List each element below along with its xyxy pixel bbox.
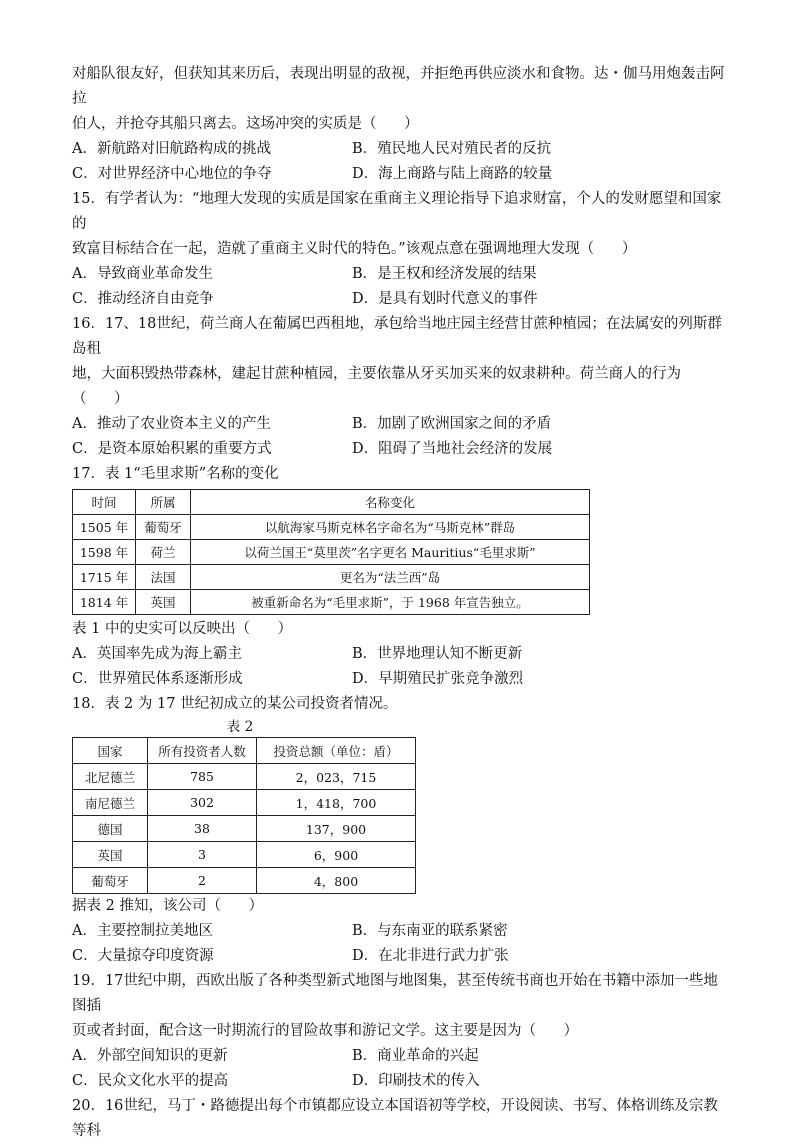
option-d: D．是具有划时代意义的事件 bbox=[352, 291, 538, 307]
q17-question: 表 1 中的史实可以反映出（ ） bbox=[72, 621, 293, 637]
table-row bbox=[73, 764, 416, 790]
option-c: C．大量掠夺印度资源 bbox=[72, 948, 214, 964]
q14-options-row1 bbox=[72, 137, 726, 162]
option-b: B．商业革命的兴起 bbox=[352, 1048, 479, 1064]
option-b: B．殖民地人民对殖民者的反抗 bbox=[352, 141, 552, 157]
q18-options-row1 bbox=[72, 919, 726, 944]
q14-stem-line1: 对船队很友好，但获知其来历后，表现出明显的敌视，并拒绝再供应淡水和食物。达・伽马用炮轰击阿拉 bbox=[72, 66, 725, 107]
q19-stem-line1: 19．17世纪中期，西欧出版了各种类型新式地图与地图集，甚至传统书商也开始在书籍中添加一些地图插 bbox=[72, 973, 718, 1014]
cell: 3 bbox=[148, 842, 257, 868]
cell: 荷兰 bbox=[136, 540, 191, 565]
option-a: A．导致商业革命发生 bbox=[72, 266, 213, 282]
table-header-row bbox=[73, 738, 416, 764]
table-row bbox=[73, 565, 590, 590]
q16-options-row2 bbox=[72, 437, 726, 462]
document-page bbox=[72, 62, 726, 1144]
cell: 德国 bbox=[73, 816, 148, 842]
q19-options-row2 bbox=[72, 1069, 726, 1094]
q16-options-row1 bbox=[72, 412, 726, 437]
cell: 以荷兰国王“莫里茨”名字更名 Mauritius“毛里求斯” bbox=[191, 540, 590, 565]
cell: 1505 年 bbox=[73, 515, 136, 540]
q18-question: 据表 2 推知，该公司（ ） bbox=[72, 898, 264, 914]
q15-stem-line1: 15．有学者认为：“地理大发现的实质是国家在重商主义理论指导下追求财富，个人的发财愿望和国家的 bbox=[72, 191, 722, 232]
cell: 葡萄牙 bbox=[73, 868, 148, 894]
option-a: A．推动了农业资本主义的产生 bbox=[72, 416, 271, 432]
table-2 bbox=[72, 737, 416, 894]
cell: 法国 bbox=[136, 565, 191, 590]
cell: 葡萄牙 bbox=[136, 515, 191, 540]
q16-stem-line2: 地，大面积毁热带森林，建起甘蔗种植园，主要依靠从牙买加买来的奴隶耕种。荷兰商人的行为 bbox=[72, 366, 681, 382]
q17-options-row1 bbox=[72, 642, 726, 667]
cell: 1，418，700 bbox=[257, 790, 416, 816]
q17-options-row2 bbox=[72, 667, 726, 692]
table-row bbox=[73, 540, 590, 565]
q15-options-row1 bbox=[72, 262, 726, 287]
table-row bbox=[73, 816, 416, 842]
header-name-change: 名称变化 bbox=[191, 490, 590, 515]
cell: 4，800 bbox=[257, 868, 416, 894]
table-1 bbox=[72, 489, 590, 615]
header-country: 国家 bbox=[73, 738, 148, 764]
cell: 1598 年 bbox=[73, 540, 136, 565]
option-d: D．海上商路与陆上商路的较量 bbox=[352, 166, 553, 182]
cell: 1715 年 bbox=[73, 565, 136, 590]
cell: 2 bbox=[148, 868, 257, 894]
q20-stem-line1: 20．16世纪，马丁・路德提出每个市镇都应设立本国语初等学校，开设阅读、书写、体格训练及宗教等科 bbox=[72, 1098, 718, 1139]
option-a: A．主要控制拉美地区 bbox=[72, 923, 213, 939]
table-row bbox=[73, 790, 416, 816]
option-c: C．推动经济自由竞争 bbox=[72, 291, 214, 307]
cell: 南尼德兰 bbox=[73, 790, 148, 816]
q15-options-row2 bbox=[72, 287, 726, 312]
option-c: C．是资本原始积累的重要方式 bbox=[72, 441, 272, 457]
table-header-row bbox=[73, 490, 590, 515]
table-row bbox=[73, 842, 416, 868]
option-a: A．新航路对旧航路构成的挑战 bbox=[72, 141, 271, 157]
q14-options-row2 bbox=[72, 162, 726, 187]
option-d: D．在北非进行武力扩张 bbox=[352, 948, 509, 964]
cell: 2，023，715 bbox=[257, 764, 416, 790]
cell: 北尼德兰 bbox=[73, 764, 148, 790]
q18-options-row2 bbox=[72, 944, 726, 969]
q15-stem-line2: 致富目标结合在一起，造就了重商主义时代的特色。”该观点意在强调地理大发现（ ） bbox=[72, 241, 637, 257]
option-a: A．英国率先成为海上霸主 bbox=[72, 646, 242, 662]
q19-options-row1 bbox=[72, 1044, 726, 1069]
q19-stem-line2: 页或者封面，配合这一时期流行的冒险故事和游记文学。这主要是因为（ ） bbox=[72, 1023, 579, 1039]
option-b: B．与东南亚的联系紧密 bbox=[352, 923, 508, 939]
q14-stem-line2: 伯人，并抢夺其船只离去。这场冲突的实质是（ ） bbox=[72, 116, 419, 132]
cell: 被重新命名为“毛里求斯”，于 1968 年宣告独立。 bbox=[191, 590, 590, 615]
header-investor-count: 所有投资者人数 bbox=[148, 738, 257, 764]
cell: 英国 bbox=[73, 842, 148, 868]
option-c: C．民众文化水平的提高 bbox=[72, 1073, 229, 1089]
cell: 英国 bbox=[136, 590, 191, 615]
cell: 6，900 bbox=[257, 842, 416, 868]
option-c: C．世界殖民体系逐渐形成 bbox=[72, 671, 243, 687]
option-d: D．印刷技术的传入 bbox=[352, 1073, 480, 1089]
table-row bbox=[73, 868, 416, 894]
q16-stem-line3: （ ） bbox=[72, 391, 129, 407]
option-b: B．加剧了欧洲国家之间的矛盾 bbox=[352, 416, 552, 432]
header-investment-total: 投资总额（单位：盾） bbox=[257, 738, 416, 764]
cell: 302 bbox=[148, 790, 257, 816]
option-c: C．对世界经济中心地位的争夺 bbox=[72, 166, 272, 182]
cell: 38 bbox=[148, 816, 257, 842]
option-d: D．早期殖民扩张竞争激烈 bbox=[352, 671, 524, 687]
table-row bbox=[73, 590, 590, 615]
cell: 以航海家马斯克林名字命名为“马斯克林”群岛 bbox=[191, 515, 590, 540]
option-b: B．世界地理认知不断更新 bbox=[352, 646, 523, 662]
cell: 785 bbox=[148, 764, 257, 790]
cell: 更名为“法兰西”岛 bbox=[191, 565, 590, 590]
cell: 137，900 bbox=[257, 816, 416, 842]
header-owner: 所属 bbox=[136, 490, 191, 515]
header-time: 时间 bbox=[73, 490, 136, 515]
table-2-caption: 表 2 bbox=[226, 719, 254, 735]
q16-stem-line1: 16．17、18世纪，荷兰商人在葡属巴西租地，承包给当地庄园主经营甘蔗种植园；在法属安的列斯群岛租 bbox=[72, 316, 722, 357]
option-d: D．阻碍了当地社会经济的发展 bbox=[352, 441, 553, 457]
table-row bbox=[73, 515, 590, 540]
option-a: A．外部空间知识的更新 bbox=[72, 1048, 228, 1064]
q17-stem: 17．表 1“毛里求斯”名称的变化 bbox=[72, 466, 279, 482]
q18-stem: 18．表 2 为 17 世纪初成立的某公司投资者情况。 bbox=[72, 696, 398, 712]
option-b: B．是王权和经济发展的结果 bbox=[352, 266, 537, 282]
cell: 1814 年 bbox=[73, 590, 136, 615]
